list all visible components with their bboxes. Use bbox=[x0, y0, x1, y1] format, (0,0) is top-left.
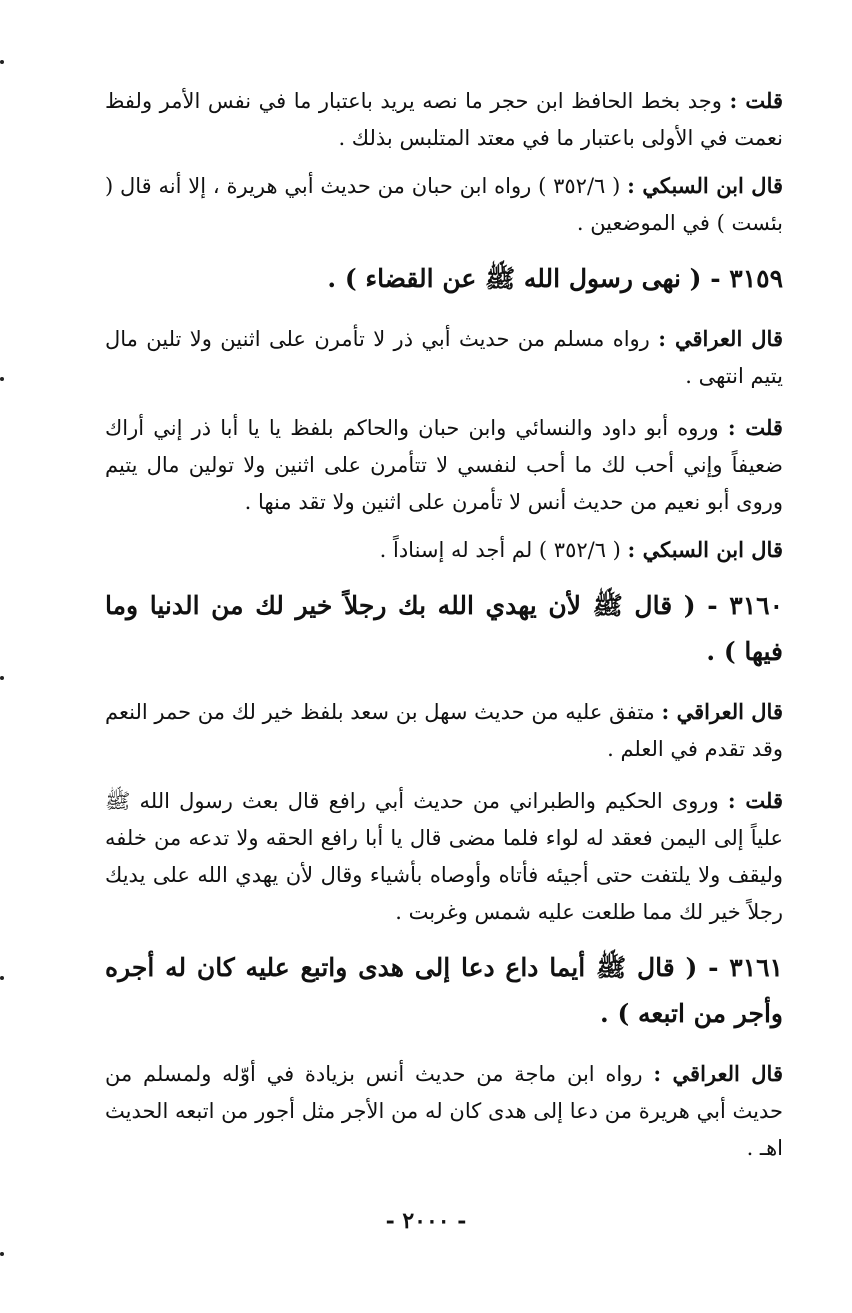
iraqi-paragraph bbox=[105, 1055, 783, 1167]
margin-mark bbox=[0, 377, 4, 381]
paragraph-lead: قال العراقي : bbox=[658, 326, 783, 351]
paragraph-lead: قال العراقي : bbox=[653, 1061, 783, 1086]
iraqi-paragraph bbox=[105, 693, 783, 768]
margin-mark bbox=[0, 1252, 4, 1256]
hadith-text: ( نهى رسول الله ﷺ عن القضاء ) . bbox=[327, 264, 711, 293]
hadith-number: ٣١٦١ - bbox=[708, 953, 783, 982]
hadith-heading bbox=[105, 945, 783, 1037]
margin-mark bbox=[0, 60, 4, 64]
paragraph-text: ( ٣٥٢/٦ ) لم أجد له إسناداً . bbox=[379, 538, 628, 562]
paragraph-text: وروى الحكيم والطبراني من حديث أبي رافع قال بعث رسول الله ﷺ علياً إلى اليمن فعقد له لواء فلما مضى قال يا أبا رافع الحقه ولا تدعه من خلفه وليقف ولا يلتفت حتى أجيئه فأتاه وأوصاه بأشياء وقال لأن يهدي الله على يديك رجلاً خير لك مما طلعت عليه شمس وغربت . bbox=[105, 789, 783, 924]
note-paragraph bbox=[105, 82, 783, 157]
paragraph-text: ( ٣٥٢/٦ ) رواه ابن حبان من حديث أبي هريرة ، إلا أنه قال ( بئست ) في الموضعين . bbox=[105, 174, 783, 235]
paragraph-lead: قلت : bbox=[729, 88, 783, 113]
page-body bbox=[105, 82, 783, 1177]
paragraph-lead: قلت : bbox=[727, 788, 783, 813]
margin-mark bbox=[0, 976, 4, 980]
hadith-number: ٣١٦٠ - bbox=[707, 591, 783, 620]
paragraph-text: رواه ابن ماجة من حديث أنس بزيادة في أوّله ولمسلم من حديث أبي هريرة من دعا إلى هدى كان له من الأجر مثل أجور من اتبعه الحديث اهـ . bbox=[105, 1062, 783, 1160]
hadith-heading bbox=[105, 256, 783, 302]
paragraph-text: رواه مسلم من حديث أبي ذر لا تأمرن على اثنين ولا تلين مال يتيم انتهى . bbox=[105, 327, 783, 388]
subki-paragraph bbox=[105, 167, 783, 242]
note-paragraph bbox=[105, 409, 783, 521]
hadith-text: ( قال ﷺ لأن يهدي الله بك رجلاً خير لك من الدنيا وما فيها ) . bbox=[105, 591, 783, 666]
paragraph-text: وجد بخط الحافظ ابن حجر ما نصه يريد باعتبار ما في نفس الأمر ولفظ نعمت في الأولى باعتبار ما في معتد المتلبس بذلك . bbox=[105, 89, 783, 150]
paragraph-text: متفق عليه من حديث سهل بن سعد بلفظ خير لك من حمر النعم وقد تقدم في العلم . bbox=[105, 700, 783, 761]
iraqi-paragraph bbox=[105, 320, 783, 395]
paragraph-lead: قال العراقي : bbox=[661, 699, 783, 724]
subki-paragraph bbox=[105, 531, 783, 569]
paragraph-lead: قلت : bbox=[727, 415, 783, 440]
paragraph-text: وروه أبو داود والنسائي وابن حبان والحاكم بلفظ يا يا أبا ذر إني أراك ضعيفاً وإني أحب لك ما أحب لنفسي لا تتأمرن على اثنين ولا تولين مال يتيم وروى أبو نعيم من حديث أنس لا تأمرن على اثنين ولا تقد منها . bbox=[105, 416, 783, 514]
margin-mark bbox=[0, 676, 4, 680]
hadith-heading bbox=[105, 583, 783, 675]
paragraph-lead: قال ابن السبكي : bbox=[627, 537, 783, 562]
hadith-number: ٣١٥٩ - bbox=[710, 264, 783, 293]
paragraph-lead: قال ابن السبكي : bbox=[627, 173, 784, 198]
hadith-text: ( قال ﷺ أيما داع دعا إلى هدى واتبع عليه كان له أجره وأجر من اتبعه ) . bbox=[105, 953, 783, 1028]
page-number: - ٢٠٠٠ - bbox=[385, 1208, 467, 1234]
note-paragraph bbox=[105, 782, 783, 931]
